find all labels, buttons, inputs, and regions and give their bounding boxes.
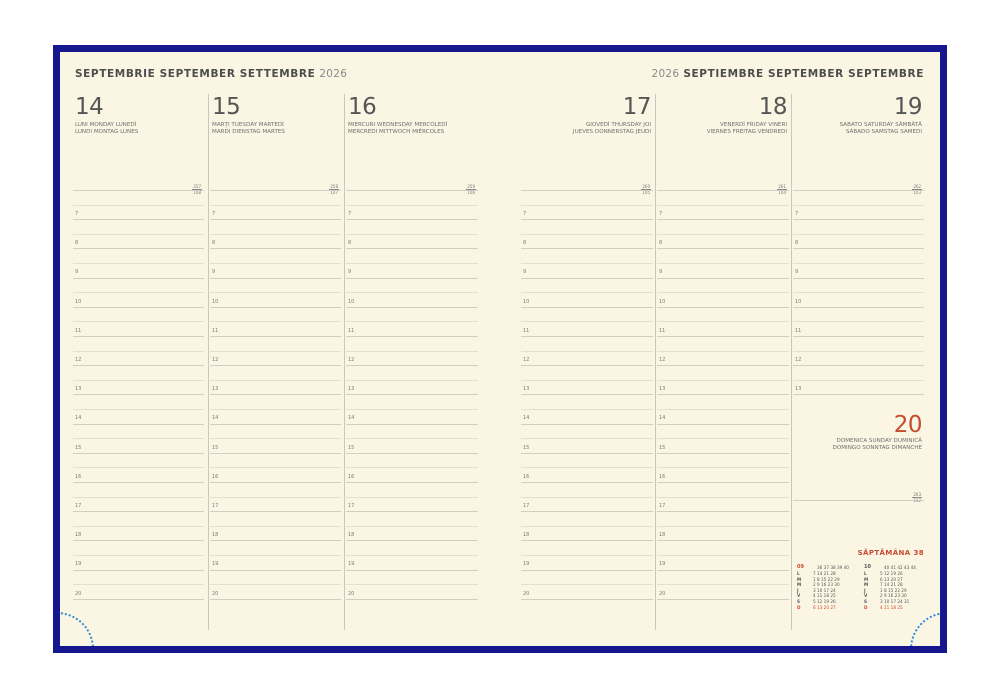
hour-label: 18 xyxy=(75,532,82,539)
hour-label: 13 xyxy=(348,386,355,393)
half-hour-line xyxy=(521,205,653,206)
half-hour-line xyxy=(657,438,789,439)
week-number: SĂPTĂMÂNA 38 xyxy=(857,549,924,557)
hour-label: 18 xyxy=(348,532,355,539)
day-names: LUNI MONDAY LUNEDÌ LUNDI MONTAG LUNES xyxy=(75,122,139,135)
hour-line xyxy=(657,570,789,571)
hour-label: 10 xyxy=(212,298,219,305)
mini-calendar-october xyxy=(864,565,926,625)
half-hour-line xyxy=(521,234,653,235)
half-hour-line xyxy=(521,438,653,439)
hour-line xyxy=(73,453,204,454)
half-hour-line xyxy=(521,321,653,322)
hour-line xyxy=(521,336,653,337)
half-hour-line xyxy=(657,234,789,235)
half-hour-line xyxy=(210,234,341,235)
hour-line xyxy=(521,278,653,279)
half-hour-line xyxy=(210,205,341,206)
hour-line xyxy=(210,453,341,454)
half-hour-line xyxy=(657,555,789,556)
half-hour-line xyxy=(346,234,478,235)
half-hour-line xyxy=(657,292,789,293)
day-column-wednesday xyxy=(346,52,478,646)
half-hour-line xyxy=(346,584,478,585)
hour-line xyxy=(793,365,924,366)
hour-label: 7 xyxy=(348,211,352,217)
day-of-year: $\frac{259}{106}$ xyxy=(467,184,475,195)
hour-line xyxy=(521,453,653,454)
sunday-day-of-year: $\frac{263}{102}$ xyxy=(913,492,921,503)
hour-label: 17 xyxy=(659,503,666,509)
hour-label: 10 xyxy=(348,298,355,305)
half-hour-line xyxy=(73,321,204,322)
half-hour-line xyxy=(521,409,653,410)
hour-line xyxy=(657,482,789,483)
hour-line xyxy=(793,219,924,220)
half-hour-line xyxy=(657,351,789,352)
half-hour-line xyxy=(346,263,478,264)
hour-label: 18 xyxy=(212,532,219,539)
half-hour-line xyxy=(793,205,924,206)
half-hour-line xyxy=(73,497,204,498)
hour-line xyxy=(521,511,653,512)
hour-line xyxy=(73,540,204,541)
hour-label: 11 xyxy=(348,327,355,334)
day-of-year: $\frac{261}{104}$ xyxy=(778,184,786,195)
hour-label: 13 xyxy=(212,386,219,393)
hour-line xyxy=(793,307,924,308)
column-divider xyxy=(655,94,656,630)
hour-line xyxy=(73,248,204,249)
half-hour-line xyxy=(657,380,789,381)
hour-line xyxy=(346,540,478,541)
half-hour-line xyxy=(210,380,341,381)
hour-label: 20 xyxy=(659,590,666,597)
ruling-line xyxy=(210,190,341,191)
hour-line xyxy=(521,540,653,541)
half-hour-line xyxy=(210,497,341,498)
mini-calendar-days: 5 12 19 26 6 13 20 27 7 14 21 28 1 8 15 22 29 2 9 16 23 30 3 10 17 24 31 4 11 18 25 xyxy=(880,571,910,610)
hour-line xyxy=(657,307,789,308)
hour-line xyxy=(73,336,204,337)
hour-label: 7 xyxy=(523,211,527,217)
hour-label: 15 xyxy=(348,444,355,451)
hour-label: 15 xyxy=(212,444,219,451)
hour-label: 16 xyxy=(659,473,666,480)
hour-line xyxy=(210,336,341,337)
hour-label: 9 xyxy=(348,269,352,276)
half-hour-line xyxy=(521,584,653,585)
header-left-year: 2026 xyxy=(319,68,348,80)
hour-line xyxy=(210,424,341,425)
mini-calendar-weeks: 40 41 42 43 44 xyxy=(884,565,916,570)
hour-label: 16 xyxy=(75,473,82,480)
hour-line xyxy=(657,453,789,454)
half-hour-line xyxy=(793,234,924,235)
hour-label: 9 xyxy=(795,269,799,276)
hour-line xyxy=(73,307,204,308)
hour-line xyxy=(73,511,204,512)
hour-label: 8 xyxy=(795,240,799,247)
hour-label: 9 xyxy=(212,269,216,276)
day-column-thursday xyxy=(521,52,653,646)
half-hour-line xyxy=(346,555,478,556)
hour-line xyxy=(346,278,478,279)
hour-label: 11 xyxy=(212,327,219,334)
day-number: 16 xyxy=(348,94,377,120)
hour-label: 14 xyxy=(348,415,355,422)
hour-label: 13 xyxy=(659,386,666,393)
half-hour-line xyxy=(73,584,204,585)
hour-line xyxy=(521,219,653,220)
hour-line xyxy=(346,365,478,366)
hour-label: 20 xyxy=(75,590,82,597)
half-hour-line xyxy=(73,205,204,206)
hour-line xyxy=(657,394,789,395)
day-number: 17 xyxy=(622,94,651,120)
hour-label: 10 xyxy=(75,298,82,305)
day-column-friday xyxy=(657,52,789,646)
mini-calendar-weeks: 36 37 38 39 40 xyxy=(817,565,849,570)
day-number: 15 xyxy=(212,94,241,120)
hour-label: 15 xyxy=(523,444,530,451)
hour-label: 10 xyxy=(523,298,530,305)
hour-label: 17 xyxy=(523,503,530,509)
column-divider xyxy=(208,94,209,630)
header-left-month: SEPTEMBRIE SEPTEMBER SETTEMBRE xyxy=(75,68,316,80)
half-hour-line xyxy=(657,526,789,527)
half-hour-line xyxy=(521,380,653,381)
hour-label: 20 xyxy=(348,590,355,597)
half-hour-line xyxy=(210,263,341,264)
half-hour-line xyxy=(793,351,924,352)
half-hour-line xyxy=(73,292,204,293)
day-names: MIERCURI WEDNESDAY MERCOLEDÌ MERCREDI MITTWOCH MIÉRCOLES xyxy=(348,122,448,135)
hour-label: 8 xyxy=(523,240,527,247)
header-right-month: SEPTIEMBRE SEPTEMBER SEPTEMBRE xyxy=(683,68,924,80)
day-of-year: $\frac{257}{108}$ xyxy=(193,184,201,195)
column-divider xyxy=(791,94,792,630)
hour-label: 12 xyxy=(75,357,82,363)
hour-label: 12 xyxy=(659,357,666,363)
hour-label: 9 xyxy=(659,269,663,276)
half-hour-line xyxy=(210,555,341,556)
half-hour-line xyxy=(210,321,341,322)
day-column-monday xyxy=(73,52,204,646)
half-hour-line xyxy=(210,292,341,293)
planner-spread xyxy=(60,52,940,646)
hour-label: 14 xyxy=(75,415,82,422)
hour-label: 16 xyxy=(212,473,219,480)
half-hour-line xyxy=(793,321,924,322)
hour-line xyxy=(657,540,789,541)
hour-label: 7 xyxy=(75,211,79,217)
half-hour-line xyxy=(73,380,204,381)
hour-line xyxy=(346,482,478,483)
hour-line xyxy=(657,511,789,512)
half-hour-line xyxy=(210,409,341,410)
sunday-day-number: 20 xyxy=(893,412,922,438)
mini-calendar-september xyxy=(797,565,859,625)
ruling-line xyxy=(521,190,653,191)
hour-line xyxy=(210,511,341,512)
hour-label: 12 xyxy=(212,357,219,363)
hour-line xyxy=(793,336,924,337)
hour-label: 17 xyxy=(348,503,355,509)
hour-label: 7 xyxy=(659,211,663,217)
column-divider xyxy=(344,94,345,630)
hour-line xyxy=(73,424,204,425)
hour-line xyxy=(346,511,478,512)
half-hour-line xyxy=(346,351,478,352)
hour-line xyxy=(521,307,653,308)
hour-line xyxy=(657,365,789,366)
half-hour-line xyxy=(657,205,789,206)
hour-line xyxy=(657,248,789,249)
hour-line xyxy=(73,599,204,600)
hour-line xyxy=(73,394,204,395)
hour-line xyxy=(210,278,341,279)
hour-line xyxy=(521,482,653,483)
hour-line xyxy=(210,219,341,220)
half-hour-line xyxy=(210,351,341,352)
sunday-day-names: DOMENICA SUNDAY DUMINICĂ DOMINGO SONNTAG DIMANCHE xyxy=(832,438,922,451)
day-names: MARȚI TUESDAY MARTEDÌ MARDI DIENSTAG MARTES xyxy=(212,122,285,135)
half-hour-line xyxy=(346,409,478,410)
hour-line xyxy=(521,365,653,366)
day-names: VENERDÌ FRIDAY VINERI VIERNES FREITAG VENDREDI xyxy=(706,122,787,135)
hour-label: 10 xyxy=(659,298,666,305)
hour-label: 19 xyxy=(348,561,355,568)
hour-label: 16 xyxy=(348,473,355,480)
hour-line xyxy=(346,394,478,395)
hour-label: 7 xyxy=(212,211,216,217)
hour-label: 10 xyxy=(795,298,802,305)
day-column-tuesday xyxy=(210,52,341,646)
hour-label: 8 xyxy=(75,240,79,247)
half-hour-line xyxy=(73,351,204,352)
hour-line xyxy=(346,599,478,600)
hour-line xyxy=(346,424,478,425)
hour-label: 8 xyxy=(659,240,663,247)
header-right-year: 2026 xyxy=(651,68,680,80)
hour-line xyxy=(73,278,204,279)
hour-label: 9 xyxy=(523,269,527,276)
hour-label: 15 xyxy=(659,444,666,451)
hour-line xyxy=(73,570,204,571)
hour-label: 13 xyxy=(523,386,530,393)
half-hour-line xyxy=(346,321,478,322)
hour-label: 8 xyxy=(348,240,352,247)
half-hour-line xyxy=(521,263,653,264)
half-hour-line xyxy=(793,263,924,264)
day-of-year: $\frac{260}{105}$ xyxy=(642,184,650,195)
half-hour-line xyxy=(210,526,341,527)
hour-line xyxy=(793,278,924,279)
day-column-sunday xyxy=(793,370,924,503)
hour-label: 19 xyxy=(659,561,666,568)
mini-calendar-month: 10 xyxy=(864,564,871,570)
day-number: 18 xyxy=(758,94,787,120)
mini-calendar-month: 09 xyxy=(797,564,804,570)
hour-label: 19 xyxy=(75,561,82,568)
hour-label: 20 xyxy=(523,590,530,597)
hour-label: 11 xyxy=(75,327,82,334)
hour-line xyxy=(793,248,924,249)
ruling-line xyxy=(73,190,204,191)
day-number: 14 xyxy=(75,94,104,120)
hour-label: 12 xyxy=(523,357,530,363)
half-hour-line xyxy=(657,584,789,585)
hour-line xyxy=(210,482,341,483)
hour-label: 19 xyxy=(212,561,219,568)
half-hour-line xyxy=(346,526,478,527)
ruling-line xyxy=(793,190,924,191)
hour-line xyxy=(521,570,653,571)
hour-line xyxy=(73,219,204,220)
half-hour-line xyxy=(346,497,478,498)
hour-line xyxy=(657,599,789,600)
day-names: SABATO SATURDAY SÂMBĂTĂ SÁBADO SAMSTAG SAMEDI xyxy=(839,122,922,135)
mini-calendar-days: 7 14 21 28 1 8 15 22 29 2 9 16 23 30 3 10 17 24 4 11 18 25 5 12 19 26 6 13 20 27 xyxy=(813,571,840,610)
hour-line xyxy=(210,599,341,600)
half-hour-line xyxy=(73,438,204,439)
half-hour-line xyxy=(73,263,204,264)
hour-label: 13 xyxy=(795,386,802,393)
hour-label: 18 xyxy=(523,532,530,539)
hour-line xyxy=(521,424,653,425)
hour-line xyxy=(73,365,204,366)
hour-line xyxy=(346,336,478,337)
hour-line xyxy=(521,248,653,249)
half-hour-line xyxy=(521,292,653,293)
mini-calendar-day-letters: L M M J V S D xyxy=(864,571,869,610)
hour-line xyxy=(657,336,789,337)
day-of-year: $\frac{258}{107}$ xyxy=(330,184,338,195)
half-hour-line xyxy=(346,292,478,293)
hour-line xyxy=(210,570,341,571)
hour-line xyxy=(346,219,478,220)
hour-label: 8 xyxy=(212,240,216,247)
half-hour-line xyxy=(210,584,341,585)
hour-line xyxy=(346,453,478,454)
hour-line xyxy=(346,570,478,571)
hour-line xyxy=(657,278,789,279)
day-number: 19 xyxy=(893,94,922,120)
hour-label: 7 xyxy=(795,211,799,217)
hour-line xyxy=(521,394,653,395)
half-hour-line xyxy=(346,380,478,381)
hour-label: 13 xyxy=(75,386,82,393)
hour-label: 20 xyxy=(212,590,219,597)
hour-label: 17 xyxy=(212,503,219,509)
half-hour-line xyxy=(521,526,653,527)
half-hour-line xyxy=(521,467,653,468)
hour-label: 9 xyxy=(75,269,79,276)
hour-label: 15 xyxy=(75,444,82,451)
hour-line xyxy=(521,599,653,600)
hour-label: 14 xyxy=(523,415,530,422)
hour-label: 11 xyxy=(795,327,802,334)
half-hour-line xyxy=(346,467,478,468)
hour-line xyxy=(73,482,204,483)
half-hour-line xyxy=(73,234,204,235)
half-hour-line xyxy=(521,555,653,556)
hour-label: 18 xyxy=(659,532,666,539)
half-hour-line xyxy=(73,467,204,468)
half-hour-line xyxy=(210,438,341,439)
hour-line xyxy=(210,307,341,308)
hour-label: 19 xyxy=(523,561,530,568)
half-hour-line xyxy=(73,409,204,410)
hour-label: 14 xyxy=(659,415,666,422)
hour-label: 17 xyxy=(75,503,82,509)
hour-line xyxy=(210,540,341,541)
half-hour-line xyxy=(521,351,653,352)
day-of-year: $\frac{262}{103}$ xyxy=(913,184,921,195)
half-hour-line xyxy=(521,497,653,498)
hour-line xyxy=(210,365,341,366)
half-hour-line xyxy=(210,467,341,468)
ruling-line xyxy=(793,500,924,501)
hour-label: 16 xyxy=(523,473,530,480)
day-names: GIOVEDÌ THURSDAY JOI JUEVES DONNERSTAG JEUDI xyxy=(572,122,651,135)
hour-label: 11 xyxy=(523,327,530,334)
half-hour-line xyxy=(657,263,789,264)
hour-line xyxy=(346,248,478,249)
half-hour-line xyxy=(657,497,789,498)
hour-label: 14 xyxy=(212,415,219,422)
half-hour-line xyxy=(657,467,789,468)
hour-line xyxy=(346,307,478,308)
mini-calendar-day-letters: L M M J V S D xyxy=(797,571,802,610)
ruling-line xyxy=(657,190,789,191)
hour-line xyxy=(210,394,341,395)
half-hour-line xyxy=(73,526,204,527)
ruling-line xyxy=(346,190,478,191)
half-hour-line xyxy=(73,555,204,556)
half-hour-line xyxy=(346,205,478,206)
hour-line xyxy=(657,219,789,220)
half-hour-line xyxy=(346,438,478,439)
half-hour-line xyxy=(793,292,924,293)
half-hour-line xyxy=(657,409,789,410)
hour-line xyxy=(657,424,789,425)
half-hour-line xyxy=(657,321,789,322)
hour-label: 11 xyxy=(659,327,666,334)
hour-line xyxy=(210,248,341,249)
hour-label: 12 xyxy=(348,357,355,363)
hour-label: 12 xyxy=(795,357,802,363)
